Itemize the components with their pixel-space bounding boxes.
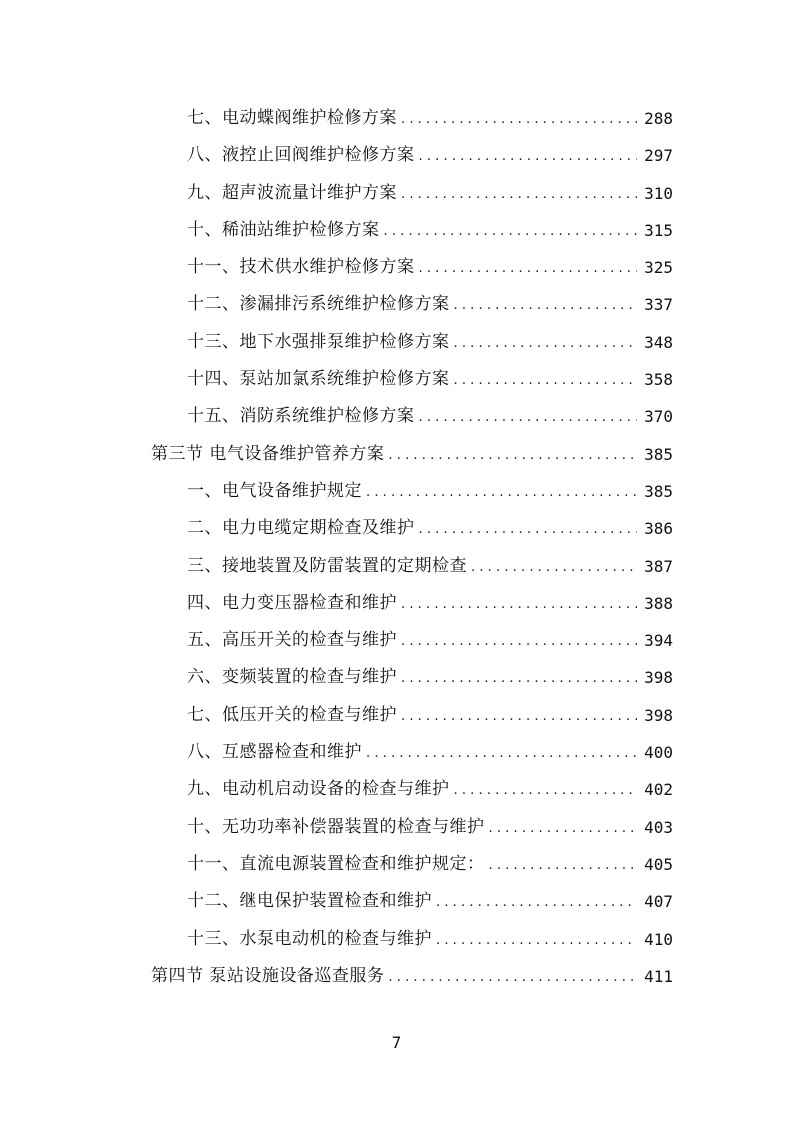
toc-entry-title: 五、高压开关的检查与维护	[187, 630, 397, 651]
toc-leader-dots	[366, 474, 637, 511]
toc-page-number: 386	[644, 519, 673, 539]
toc-entry-title: 一、电气设备维护规定	[187, 480, 362, 501]
toc-page-number: 405	[644, 854, 673, 874]
toc-entry[interactable]	[187, 697, 673, 734]
toc-entry-title: 八、液控止回阀维护检修方案	[187, 145, 415, 166]
toc-page-number: 400	[644, 743, 673, 763]
toc-entry-title: 十五、消防系统维护检修方案	[187, 406, 415, 427]
toc-entry[interactable]	[187, 659, 673, 696]
toc-entry[interactable]	[187, 846, 673, 883]
toc-entry[interactable]	[187, 622, 673, 659]
toc-leader-dots	[454, 325, 638, 362]
toc-entry[interactable]	[187, 398, 673, 435]
toc-page-number: 403	[644, 817, 673, 837]
toc-page-number: 310	[644, 183, 673, 203]
toc-entry[interactable]	[187, 771, 673, 808]
toc-entry[interactable]	[187, 361, 673, 398]
toc-leader-dots	[401, 698, 637, 735]
toc-entry[interactable]	[187, 286, 673, 323]
toc-leader-dots	[471, 549, 637, 586]
toc-entry-title: 十四、泵站加氯系统维护检修方案	[187, 369, 450, 390]
toc-entry[interactable]	[187, 921, 673, 958]
toc-leader-dots	[388, 959, 637, 996]
toc-leader-dots	[489, 847, 638, 884]
toc-leader-dots	[366, 735, 637, 772]
toc-page-number: 394	[644, 631, 673, 651]
toc-entry[interactable]	[187, 100, 673, 137]
toc-entry[interactable]	[187, 137, 673, 174]
toc-entry-title: 第四节 泵站设施设备巡查服务	[151, 965, 385, 986]
toc-entry-title: 十二、继电保护装置检查和维护	[187, 891, 432, 912]
toc-page-number: 398	[644, 705, 673, 725]
toc-entry[interactable]	[187, 548, 673, 585]
toc-entry-title: 十、无功功率补偿器装置的检查与维护	[187, 816, 485, 837]
toc-page-number: 337	[644, 295, 673, 315]
toc-page-number: 398	[644, 668, 673, 688]
toc-leader-dots	[454, 362, 638, 399]
toc-section-entry[interactable]	[151, 436, 673, 473]
toc-entry-title: 十三、地下水强排泵维护检修方案	[187, 331, 450, 352]
toc-page-number: 410	[644, 929, 673, 949]
toc-leader-dots	[401, 586, 637, 623]
toc-leader-dots	[454, 287, 638, 324]
toc-leader-dots	[436, 884, 637, 921]
toc-entry-title: 四、电力变压器检查和维护	[187, 592, 397, 613]
toc-leader-dots	[401, 623, 637, 660]
toc-page-number: 385	[644, 444, 673, 464]
toc-entry[interactable]	[187, 324, 673, 361]
toc-entry[interactable]	[187, 809, 673, 846]
toc-leader-dots	[401, 660, 637, 697]
toc-entry-title: 六、变频装置的检查与维护	[187, 667, 397, 688]
toc-page-number: 370	[644, 407, 673, 427]
toc-leader-dots	[388, 437, 637, 474]
toc-page-number: 402	[644, 780, 673, 800]
toc-entry-title: 十、稀油站维护检修方案	[187, 219, 380, 240]
toc-entry-title: 九、超声波流量计维护方案	[187, 182, 397, 203]
toc-entry-title: 十一、技术供水维护检修方案	[187, 257, 415, 278]
toc-page-number: 297	[644, 146, 673, 166]
toc-entry-title: 十三、水泵电动机的检查与维护	[187, 928, 432, 949]
toc-leader-dots	[436, 922, 637, 959]
toc-section-entry[interactable]	[151, 958, 673, 995]
toc-leader-dots	[419, 250, 638, 287]
table-of-contents	[0, 100, 793, 995]
toc-leader-dots	[489, 810, 638, 847]
toc-entry-title: 九、电动机启动设备的检查与维护	[187, 779, 450, 800]
toc-page-number: 348	[644, 332, 673, 352]
toc-entry-title: 十一、直流电源装置检查和维护规定：	[187, 853, 485, 874]
toc-page-number: 288	[644, 109, 673, 128]
toc-page-number: 411	[644, 966, 673, 986]
toc-entry-title: 第三节 电气设备维护管养方案	[151, 443, 385, 464]
toc-page-number: 388	[644, 593, 673, 613]
toc-entry-title: 七、低压开关的检查与维护	[187, 704, 397, 725]
toc-entry[interactable]	[187, 883, 673, 920]
toc-entry[interactable]	[187, 510, 673, 547]
toc-page-number: 358	[644, 370, 673, 390]
toc-entry[interactable]	[187, 473, 673, 510]
toc-page-number: 385	[644, 481, 673, 501]
toc-entry-title: 三、接地装置及防雷装置的定期检查	[187, 555, 467, 576]
toc-entry[interactable]	[187, 585, 673, 622]
toc-entry-title: 十二、渗漏排污系统维护检修方案	[187, 294, 450, 315]
toc-page-number: 387	[644, 556, 673, 576]
toc-leader-dots	[419, 399, 638, 436]
toc-page-number: 325	[644, 258, 673, 278]
toc-leader-dots	[384, 213, 638, 250]
toc-leader-dots	[401, 101, 637, 138]
toc-page-number: 407	[644, 892, 673, 912]
toc-leader-dots	[401, 176, 637, 213]
toc-entry[interactable]	[187, 212, 673, 249]
toc-leader-dots	[454, 772, 638, 809]
toc-entry-title: 七、电动蝶阀维护检修方案	[187, 108, 397, 128]
toc-leader-dots	[419, 511, 638, 548]
toc-entry[interactable]	[187, 175, 673, 212]
page-number-footer: 7	[391, 1033, 402, 1052]
toc-entry[interactable]	[187, 734, 673, 771]
toc-entry[interactable]	[187, 249, 673, 286]
toc-leader-dots	[419, 138, 638, 175]
toc-page-number: 315	[644, 220, 673, 240]
toc-entry-title: 二、电力电缆定期检查及维护	[187, 518, 415, 539]
toc-entry-title: 八、互感器检查和维护	[187, 742, 362, 763]
